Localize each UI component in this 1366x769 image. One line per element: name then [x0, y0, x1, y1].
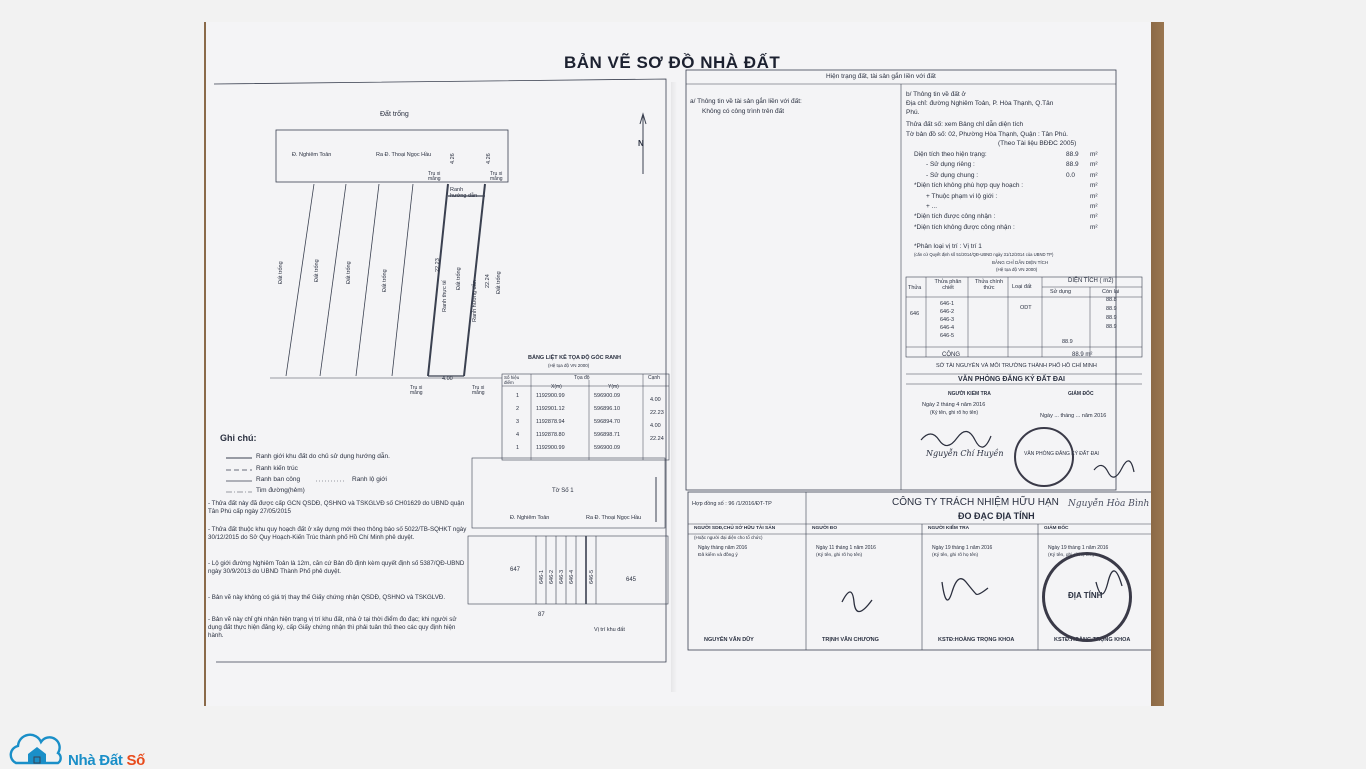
area-header-area: DIỆN TÍCH ( m2): [1068, 278, 1114, 284]
coord-edge: 4.00: [650, 423, 661, 429]
brand-name[interactable]: [68, 752, 145, 769]
area-line-label: - Sử dụng chung :: [926, 171, 979, 179]
signature-column-title: NGƯỜI ĐO: [812, 526, 838, 531]
area-table-title: BẢNG CHỈ DẪN DIỆN TÍCH: [992, 260, 1049, 265]
guided-boundary-label: Ranh hướng dẫn: [450, 187, 478, 199]
inset-bottom-lot: 87: [538, 612, 545, 618]
area-line-unit: m²: [1090, 203, 1098, 210]
area-line-unit: m²: [1090, 192, 1098, 200]
sign-instruction: (Ký tên, ghi rõ họ tên): [930, 410, 979, 416]
coord-y: 596898.71: [594, 432, 620, 438]
brand-name-main: Nhà Đất: [68, 752, 123, 769]
area-remaining-value: 88.9: [1106, 324, 1117, 330]
area-sub-parcel: 646-3: [940, 317, 955, 323]
area-header-sub: Thửa phân chiết: [934, 279, 962, 291]
signature-column-note: Đã kiểm và đồng ý: [698, 553, 738, 558]
company-stamp-text: ĐỊA TÍNH: [1068, 591, 1103, 600]
guided-boundary-vertical: Ranh hướng dẫn: [472, 280, 478, 322]
coord-x: 1192901.12: [536, 406, 565, 412]
area-header-parcel: Thửa: [908, 285, 922, 291]
land-info-title: b/ Thông tin về đất ở: [906, 91, 966, 98]
signature-column-title: GIÁM ĐỐC: [1044, 526, 1069, 531]
coord-point: 1: [516, 393, 520, 399]
office-stamp: [1014, 427, 1074, 487]
lot-label-4: Đất trống: [382, 269, 388, 292]
company-name: CÔNG TY TRÁCH NHIỆM HỮU HẠN: [892, 497, 1059, 508]
area-sub-parcel: 646-2: [940, 309, 955, 315]
length-label-b: 22.24: [485, 274, 491, 288]
coord-header-coords: Tọa độ: [574, 375, 590, 381]
lot-label-2: Đất trống: [314, 259, 320, 282]
coord-point: 3: [516, 419, 520, 425]
signature-column-note: (Ký tên, ghi rõ họ tên): [816, 553, 863, 558]
office-stamp-text: VĂN PHÒNG ĐĂNG KÝ ĐẤT ĐAI: [1024, 451, 1099, 457]
note-4: - Bản vẽ này không có giá trị thay thế Giấy chứng nhận QSDĐ, QSHNO và TSKGLVĐ.: [208, 594, 446, 601]
inset-lot-1: 646-1: [539, 569, 545, 584]
area-line-unit: m²: [1090, 151, 1098, 158]
inset-lot-4: 646-4: [569, 569, 575, 584]
document-title: BẢN VẼ SƠ ĐỒ NHÀ ĐẤT: [564, 53, 781, 72]
company-subname: ĐO ĐẠC ĐỊA TÍNH: [958, 511, 1035, 521]
signature-column-note: (Ký tên, ghi rõ họ tên): [1048, 553, 1095, 558]
inset-lot-3: 646-3: [559, 569, 565, 584]
signature-column-subtitle: (Hoặc người đại diện cho tổ chức): [694, 535, 763, 540]
note-1: - Thửa đất này đã được cấp GCN QSDĐ, QSHNO và TSKGLVĐ số CH01629 do UBND quận Tân Phú cấp ngày 27/05/2015: [208, 500, 465, 516]
area-land-type: ODT: [1020, 305, 1032, 311]
position-class: *Phân loại vị trí : Vị trí 1: [914, 243, 982, 250]
area-line-value: 88.9: [1066, 151, 1079, 158]
coord-header-edge: Cạnh: [648, 375, 660, 381]
address: Địa chỉ: đường Nghiêm Toản, P. Hòa Thạnh, Q.Tân Phú.: [906, 100, 1054, 116]
inspection-date: Ngày 2 tháng 4 năm 2016: [922, 402, 986, 408]
parcel-number: Thửa đất số: xem Bảng chỉ dẫn diện tích: [906, 121, 1024, 128]
pillar-label-d: Trụ xi măng: [472, 385, 485, 396]
land-plan-sheet: [206, 22, 1151, 706]
area-line-label: *Diện tích không được công nhận :: [914, 223, 1015, 231]
area-line-label: + Thuộc phạm vi lộ giới :: [926, 192, 998, 200]
coord-y: 596894.70: [594, 419, 620, 425]
coord-header-point: Số hiệu điểm: [504, 375, 520, 385]
coord-table-title: BẢNG LIỆT KÊ TỌA ĐỘ GÓC RANH: [528, 355, 621, 361]
legend-item-5: Tim đường(hẻm): [256, 487, 305, 494]
inset-left-lot: 647: [510, 567, 521, 573]
street-left-label: Đ. Nghiêm Toản: [292, 152, 332, 158]
inspector-label: NGƯỜI KIỂM TRA: [948, 391, 991, 397]
pillar-label-c: Trụ xi măng: [410, 385, 423, 396]
lot-label-1: Đất trống: [278, 261, 284, 284]
bottom-width-label: 4.00: [442, 376, 453, 382]
area-remaining-value: 88.9: [1106, 306, 1117, 312]
coord-header-x: X(m): [551, 384, 562, 390]
width-label-a: 4.26: [450, 153, 456, 164]
asset-info-title: a/ Thông tin về tài sản gắn liền với đất:: [690, 98, 802, 105]
length-label-a: 22.23: [435, 258, 441, 272]
north-icon: N: [638, 139, 644, 148]
area-header-remain: Còn lại: [1102, 289, 1120, 295]
legend-item-2: Ranh kiến trúc: [256, 465, 298, 472]
coord-header-y: Y(m): [608, 384, 619, 390]
signature-column-name: KSTĐ:HOÀNG TRỌNG KHOA: [938, 637, 1015, 643]
area-line-unit: m²: [1090, 213, 1098, 221]
director-date: Ngày ... tháng ... năm 2016: [1040, 413, 1107, 419]
signature-column-name: KSTĐ:HOÀNG TRỌNG KHOA: [1054, 637, 1131, 643]
area-remaining-value: 88.9: [1106, 315, 1117, 321]
house-cloud-logo-icon[interactable]: [8, 733, 68, 767]
coord-y: 596900.09: [594, 393, 620, 399]
signature-column-date: Ngày 11 tháng 1 năm 2016: [816, 545, 876, 551]
coord-x: 1192900.99: [536, 393, 565, 399]
brand-name-accent: Số: [126, 752, 146, 769]
note-2: - Thửa đất thuộc khu quy hoạch đất ở xây dựng mới theo thông báo số 5022/TB-SQHKT ngày 30/12/2015 do Sở Quy Hoạch-Kiến Trúc thành phố Hồ Chí Minh phê duyệt.: [208, 526, 467, 542]
lot-label-5: Đất trống: [456, 267, 462, 290]
legend-item-3: Ranh ban công: [256, 476, 301, 483]
company-signature: Nguyễn Hòa Bình: [1068, 499, 1150, 509]
signature-column-name: NGUYỄN VĂN DŨY: [704, 637, 754, 643]
inset-sheet-label: Tờ Số 1: [552, 488, 574, 494]
director-label: GIÁM ĐỐC: [1068, 391, 1094, 397]
area-line-unit: m²: [1090, 171, 1098, 179]
coord-edge: 4.00: [650, 397, 661, 403]
contract-number: Hợp đồng số : 96 /1/2016/ĐT-TP: [692, 501, 772, 507]
inset-street-left: Đ. Nghiêm Toản: [510, 515, 550, 521]
area-line-label: + ...: [926, 203, 938, 210]
coord-y: 596900.09: [594, 445, 620, 451]
document-photo: [204, 22, 1164, 706]
coord-x: 1192878.94: [536, 419, 565, 425]
inset-location-label: Vị trí khu đất: [594, 627, 625, 633]
signature-column-date: Ngày 19 tháng 1 năm 2016: [932, 545, 993, 551]
lot-label-3: Đất trống: [346, 261, 352, 284]
map-sheet: Tờ bản đồ số: 02, Phường Hòa Thạnh, Quận : Tân Phú.: [906, 131, 1068, 138]
signature-column-note: (Ký tên, ghi rõ họ tên): [932, 553, 979, 558]
area-line-label: Diện tích theo hiện trạng:: [914, 151, 987, 158]
coord-x: 1192900.99: [536, 445, 565, 451]
area-line-label: *Diện tích được công nhận :: [914, 213, 996, 221]
coord-point: 2: [516, 406, 520, 412]
inspector-signature: Nguyễn Chí Huyền: [926, 449, 1004, 458]
area-total-value: 88.9 m²: [1072, 352, 1093, 358]
coord-table-subtitle: (Hệ tọa độ VN 2000): [548, 363, 590, 368]
area-line-value: 88.9: [1066, 161, 1079, 169]
area-header-type: Loại đất: [1012, 284, 1032, 290]
coord-x: 1192878.80: [536, 432, 565, 438]
coord-point: 4: [516, 432, 520, 438]
area-line-unit: m²: [1090, 182, 1098, 190]
coord-point: 1: [516, 445, 520, 451]
area-line-unit: m²: [1090, 161, 1098, 169]
legend-title: Ghi chú:: [220, 433, 257, 443]
note-3: - Lộ giới đường Nghiêm Toản là 12m, căn cứ Bản đồ định kèm quyết định số 5387/QĐ-UBND ngày 30/9/2013 do UBND Thành Phố phê duyệt.: [208, 560, 465, 576]
area-sub-parcel: 646-4: [940, 325, 955, 331]
pillar-label-b: Trụ xi măng: [490, 171, 503, 182]
area-line-label: *Diện tích không phù hợp quy hoạch :: [914, 182, 1024, 190]
area-parcel-id: 646: [910, 311, 920, 317]
area-used-value: 88.9: [1062, 339, 1073, 345]
signature-column-title: NGƯỜI KIỂM TRA: [928, 526, 970, 531]
legend-item-1: Ranh giới khu đất do chủ sử dụng hướng dẫn.: [256, 453, 390, 460]
signature-column-date: Ngày tháng năm 2016: [698, 545, 748, 551]
coord-edge: 22.24: [650, 436, 664, 442]
legend-item-4: Ranh lộ giới: [352, 476, 387, 483]
area-sub-parcel: 646-1: [940, 301, 955, 307]
inset-lot-2: 646-2: [549, 569, 555, 584]
area-total-label: CỘNG: [942, 352, 960, 358]
area-header-official: Thửa chính thức: [974, 279, 1004, 291]
inset-street-right: Ra Đ. Thoại Ngọc Hầu: [586, 515, 642, 521]
coord-y: 596896.10: [594, 406, 620, 412]
decision-ref: (căn cứ Quyết định số 51/2014/QĐ-UBND ngày 31/12/2014 của UBND TP): [914, 252, 1054, 257]
actual-boundary-label: Ranh thực tế: [442, 280, 448, 312]
area-sub-parcel: 646-5: [940, 333, 955, 339]
lot-label-6: Đất trống: [496, 271, 502, 294]
street-right-label: Ra Đ. Thoại Ngọc Hầu: [376, 152, 432, 158]
area-table-subtitle: (Hệ tọa độ VN 2000): [996, 267, 1038, 272]
width-label-b: 4.26: [486, 153, 492, 164]
note-5: - Bản vẽ này chỉ ghi nhận hiện trạng vị trí khu đất, nhà ở tại thời điểm đo đạc; khi người sử dụng đất thực hiện đăng ký, cấp Giấy chứng nhận thì phải tuân thủ theo các quy định hiện hành.: [208, 616, 457, 640]
right-header: Hiện trạng đất, tài sản gắn liền với đất: [826, 73, 936, 80]
area-remaining-value: 88.8: [1106, 297, 1117, 303]
inset-right-lot: 645: [626, 577, 637, 583]
area-line-unit: m²: [1090, 223, 1098, 231]
pillar-label-a: Trụ xi măng: [428, 171, 441, 182]
inset-lot-5: 646-5: [589, 569, 595, 584]
top-lot-label: Đất trống: [380, 111, 409, 118]
area-line-value: 0.0: [1066, 171, 1076, 179]
survey-source: (Theo Tài liệu BĐĐC 2005): [998, 140, 1077, 147]
area-header-used: Sử dụng: [1050, 289, 1072, 295]
asset-info-value: Không có công trình trên đất: [702, 108, 785, 115]
area-line-label: - Sử dụng riêng :: [926, 161, 975, 169]
department-label: SỞ TÀI NGUYÊN VÀ MÔI TRƯỜNG THÀNH PHỐ HỒ CHÍ MINH: [936, 363, 1097, 369]
coord-edge: 22.23: [650, 410, 664, 416]
office-label: VĂN PHÒNG ĐĂNG KÝ ĐẤT ĐAI: [958, 376, 1065, 383]
signature-column-date: Ngày 19 tháng 1 năm 2016: [1048, 545, 1109, 551]
signature-column-name: TRỊNH VĂN CHƯƠNG: [822, 637, 879, 643]
signature-column-title: NGƯỜI SDĐ,CHỦ SỞ HỮU TÀI SẢN: [694, 526, 776, 531]
